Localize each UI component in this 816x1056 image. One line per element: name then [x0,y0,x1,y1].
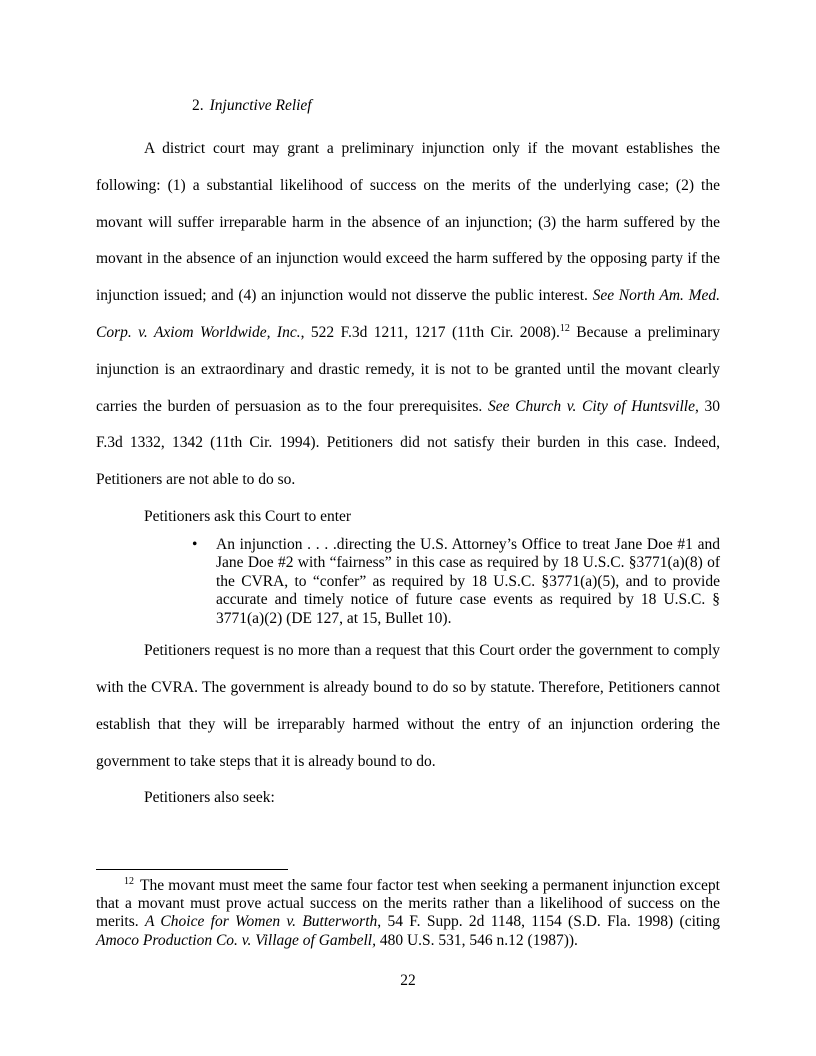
citation-text: 480 U.S. 531, 546 n.12 (1987)). [375,931,578,949]
section-heading [192,96,312,116]
paragraph-petitioners-ask: Petitioners ask this Court to enter [144,507,352,525]
footnote-divider [96,869,288,870]
body-text [96,131,720,817]
bullet-icon: • [192,535,198,553]
block-quote-bullet [96,536,720,629]
paragraph-request: Petitioners request is no more than a request that this Court order the government to comply with the CVRA. The government is already bound to do so by statute. Therefore, Petitioners cannot establish that they will be irreparably harmed without the entry of an injunction ordering the government to take steps that it is already bound to do. [96,642,720,770]
citation-text: , 30 F.3d 1332, 1342 (11th Cir. 1994). Petitioners did not satisfy their burden in this case. Indeed, Petitioners are not able to do so. [96,397,720,489]
footnote-text [96,877,720,950]
footnote-sentence: The movant must meet the same four factor test when seeking a permanent injunction except that a movant must prove actual success on the merits rather than a likelihood of success on the merits. [96,877,720,931]
paragraph-standard [96,131,720,499]
footnote [96,877,720,950]
footnote-reference: 12 [559,322,570,334]
footnote-number: 12 [124,876,134,887]
paragraph-also-seek: Petitioners also seek: [144,789,275,807]
section-number: 2. [192,97,204,114]
citation-text: , 522 F.3d 1211, 1217 (11th Cir. 2008). [300,323,560,341]
case-citation-italic: A Choice for Women v. Butterworth [144,913,378,931]
bullet-text: An injunction . . . .directing the U.S. Attorney’s Office to treat Jane Doe #1 and Jane Doe #2 with “fairness” in this case as required by 18 U.S.C. §3771(a)(8) of the CVRA, to “confer” as required by 18 U.S.C. §3771(a)(5), and to provide accurate and timely notice of future case events as required by 18 U.S.C. § 3771(a)(2) (DE 127, at 15, Bullet 10). [216,535,720,627]
case-citation-italic: Amoco Production Co. v. Village of Gambell, [96,931,376,949]
page-number: 22 [400,972,416,989]
citation-text: , 54 F. Supp. 2d 1148, 1154 (S.D. Fla. 1998) (citing [377,913,720,931]
paragraph-text: Because a preliminary injunction is an extraordinary and drastic remedy, it is not to be granted until the movant clearly carries the burden of persuasion as to the four prerequisites. [96,323,721,415]
case-citation-italic: See Church v. City of Huntsville [487,397,695,415]
section-title: Injunctive Relief [209,97,312,114]
paragraph-text: A district court may grant a preliminary injunction only if the movant establishes the following: (1) a substantial likelihood of success on the merits of the underlying case; (2) the movant will suffer irreparable harm in the absence of an injunction; (3) the harm suffered by the movant in the absence of an injunction would exceed the harm suffered by the opposing party if the injunction issued; and (4) an injunction would not disserve the public interest. [96,140,720,305]
case-citation-italic: See North Am. Med. Corp. v. Axiom Worldwide, Inc. [96,287,721,341]
